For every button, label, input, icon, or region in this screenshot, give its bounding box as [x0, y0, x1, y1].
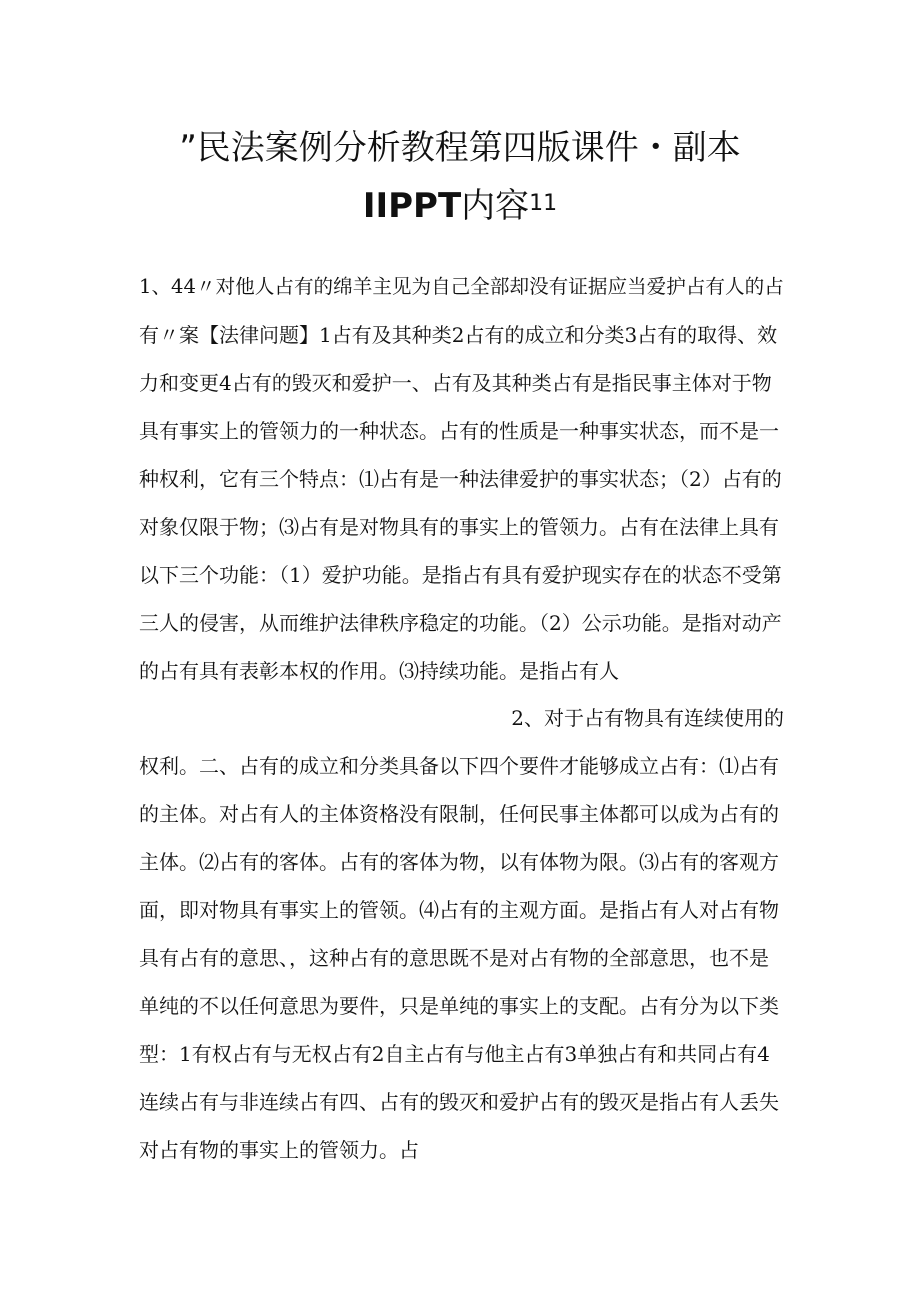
text-line: 力和变更4占有的毁灭和爱护一、占有及其种类占有是指民事主体对于物 [139, 371, 772, 395]
document-title-line-2 [0, 184, 920, 228]
text-line: 有〃案【法律问题】1占有及其种类2占有的成立和分类3占有的取得、效 [139, 323, 778, 347]
text-line: 三人的侵害，从而维护法律秩序稳定的功能。（2）公示功能。是指对动产 [139, 611, 782, 635]
text-line: 对占有物的事实上的管领力。占 [139, 1138, 419, 1162]
paragraph-2 [139, 694, 784, 1174]
text-line: 具有占有的意思、，这种占有的意思既不是对占有物的全部意思，也不是 [139, 946, 769, 970]
title-text-2-rest: 内容 [461, 186, 530, 226]
title-text-2-sup: 11 [529, 191, 558, 216]
text-line: 连续占有与非连续占有四、占有的毁灭和爱护占有的毁灭是指占有人丢失 [139, 1090, 779, 1114]
title-text-2-bold: IIPPT [362, 186, 462, 226]
text-line-right: 2、对于占有物具有连续使用的 [511, 706, 784, 730]
title-text-1: ”民法案例分析教程第四版课件・副本 [179, 128, 741, 168]
text-line: 具有事实上的管领力的一种状态。占有的性质是一种事实状态，而不是一 [139, 419, 779, 443]
text-line: 的占有具有表彰本权的作用。⑶持续功能。是指占有人 [139, 659, 619, 683]
text-line: 主体。⑵占有的客体。占有的客体为物，以有体物为限。⑶占有的客观方 [139, 850, 779, 874]
text-line: 对象仅限于物；⑶占有是对物具有的事实上的管领力。占有在法律上具有 [139, 515, 779, 539]
text-line: 种权利，它有三个特点：⑴占有是一种法律爱护的事实状态；（2）占有的 [139, 467, 782, 491]
text-line: 1、44〃对他人占有的绵羊主见为自己全部却没有证据应当爱护占有人的占 [139, 275, 784, 298]
text-line: 的主体。对占有人的主体资格没有限制，任何民事主体都可以成为占有的 [139, 802, 779, 826]
text-line: 权利。二、占有的成立和分类具备以下四个要件才能够成立占有：⑴占有 [139, 754, 779, 778]
text-line: 型：1有权占有与无权占有2自主占有与他主占有3单独占有和共同占有4 [139, 1042, 770, 1066]
text-line: 面，即对物具有事实上的管领。⑷占有的主观方面。是指占有人对占有物 [139, 898, 779, 922]
text-line: 单纯的不以任何意思为要件，只是单纯的事实上的支配。占有分为以下类 [139, 994, 779, 1018]
text-line: 以下三个功能：（1）爱护功能。是指占有具有爱护现实存在的状态不受第 [139, 563, 782, 587]
document-title-line-1 [0, 126, 920, 170]
paragraph-1 [139, 263, 784, 695]
